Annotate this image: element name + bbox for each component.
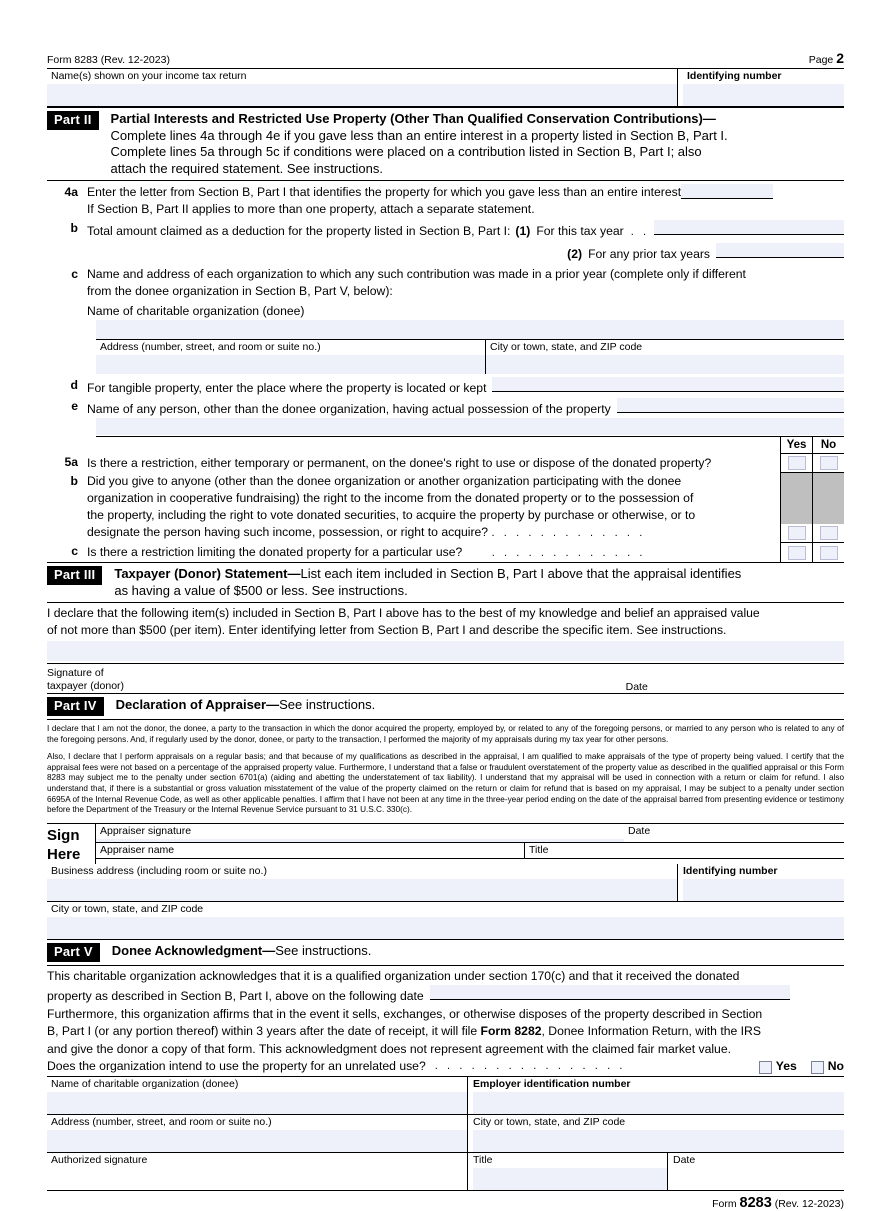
- part-3-declaration-line-1: I declare that the following item(s) included in Section B, Part I above has to the best of my knowledge and belief an appraised value: [47, 606, 760, 620]
- taxpayer-date-cell[interactable]: [414, 667, 844, 693]
- line-4a-text: Enter the letter from Section B, Part I that identifies the property for which you gave less than an entire interest: [87, 185, 682, 199]
- yes-no-header-row: [47, 437, 844, 454]
- line-4a: [47, 181, 844, 218]
- appraiser-date-cell[interactable]: [624, 824, 844, 842]
- taxpayer-date-caption: Date: [625, 681, 648, 693]
- donee-name-input[interactable]: [47, 1092, 467, 1114]
- appraiser-business-address-row: [47, 864, 844, 901]
- line-4b-text: Total amount claimed as a deduction for the property listed in Section B, Part I:: [87, 224, 511, 238]
- part-3-badge: Part III: [47, 566, 102, 585]
- line-4c-body: [87, 266, 844, 320]
- unrelated-use-question: Does the organization intend to use the property for an unrelated use?: [47, 1059, 426, 1074]
- checkbox-glyph: [788, 456, 806, 470]
- part-5-form-8282-reference: Form 8282: [480, 1024, 542, 1039]
- donee-address-caption: Address (number, street, and room or suite no.): [51, 1115, 272, 1128]
- line-4c-address-table: [96, 339, 844, 374]
- line-5b: [47, 473, 844, 543]
- part-5-header: [47, 939, 844, 962]
- checkbox-glyph: [820, 456, 838, 470]
- appraiser-title-cell[interactable]: [524, 843, 844, 858]
- unrelated-use-no-label: No: [827, 1059, 844, 1074]
- line-4d: [47, 374, 844, 397]
- appraiser-city-row: [47, 902, 844, 939]
- line-5b-yes-column: [780, 473, 812, 543]
- taxpayer-signature-caption-1: Signature of: [47, 667, 104, 679]
- line-5c-text: Is there a restriction limiting the donated property for a particular use?: [87, 545, 463, 559]
- line-4c-address-cell: [96, 340, 485, 374]
- business-address-caption: Business address (including room or suite no.): [51, 864, 267, 877]
- part-5-donation-date-input[interactable]: [430, 985, 790, 1000]
- appraiser-signature-columns: [95, 824, 844, 864]
- line-4c-text-2: from the donee organization in Section B, Part V, below):: [87, 284, 393, 298]
- part-2-header: [47, 107, 844, 177]
- line-4a-note: If Section B, Part II applies to more than one property, attach a separate statement.: [87, 202, 535, 216]
- name-input[interactable]: [47, 84, 677, 106]
- part-4-legal-text: [47, 720, 844, 816]
- line-4b-1-input[interactable]: [654, 220, 844, 235]
- part-5-title-rest: See instructions.: [275, 942, 372, 958]
- donee-name-caption: Name of charitable organization (donee): [51, 1077, 239, 1090]
- line-5b-leader-dots: . . . . . . . . . . . . .: [491, 527, 646, 539]
- appraiser-name-caption: Appraiser name: [100, 843, 175, 856]
- line-4c-name-input[interactable]: [96, 320, 844, 339]
- sign-here-label: [47, 824, 95, 864]
- appraiser-signature-cell[interactable]: [96, 824, 624, 842]
- line-5b-line-1: Did you give to anyone (other than the donee organization or another organization participating with the donee: [87, 474, 682, 488]
- page-footer: [47, 1191, 844, 1211]
- part-5-badge: Part V: [47, 943, 100, 962]
- line-5b-body: [87, 473, 780, 543]
- part-3-header: [47, 562, 844, 599]
- line-5a-no-checkbox[interactable]: [812, 454, 844, 473]
- part-5-ack-line-2: [47, 985, 844, 1006]
- part-3-title-bold: Taxpayer (Donor) Statement—: [114, 566, 301, 581]
- page-header: [47, 50, 844, 68]
- line-5c-yes-checkbox[interactable]: [780, 543, 812, 562]
- business-address-cell: [47, 864, 677, 901]
- business-address-input[interactable]: [47, 879, 677, 901]
- identifying-number-caption: Identifying number: [687, 70, 782, 82]
- part-4-paragraph-1: I declare that I am not the donor, the donee, a party to the transaction in which the donor acquired the property, employed by, or related to any of the foregoing persons, or married to any person who is related to any of the foregoing persons. And, if regularly used by the donor, donee, or party to the transaction, I performed the majority of my appraisals during my tax year for other persons.: [47, 724, 844, 744]
- footer-prefix: Form: [712, 1197, 740, 1210]
- line-5b-line-3: the property, including the right to vote donated securities, to acquire the property by purchase or otherwise, or to: [87, 508, 696, 522]
- line-5c-leader-dots: . . . . . . . . . . . . .: [491, 547, 646, 559]
- part-2-sub-1: Complete lines 4a through 4e if you gave less than an entire interest in a property listed in Section B, Part I.: [110, 127, 728, 143]
- part-3-title: [114, 566, 741, 599]
- lines-5-block: [47, 437, 844, 562]
- line-5a: [47, 454, 844, 473]
- name-cell: [47, 69, 677, 106]
- part-2-sub-2: Complete lines 5a through 5c if conditions were placed on a contribution listed in Section B, Part I; also: [110, 144, 702, 159]
- line-5c-body: [87, 543, 780, 562]
- checkbox-glyph: [788, 546, 806, 560]
- line-4b-1-dots: . .: [630, 226, 650, 238]
- line-4d-text: For tangible property, enter the place where the property is located or kept: [87, 381, 487, 395]
- appraiser-date-caption: Date: [628, 824, 651, 837]
- part-5-ack-line-4-post: , Donee Information Return, with the IRS: [541, 1024, 761, 1039]
- part-3-title-line-2: as having a value of $500 or less. See instructions.: [114, 582, 408, 598]
- line-4e-input-continuation[interactable]: [96, 418, 844, 435]
- line-4d-body: [87, 377, 844, 397]
- unrelated-use-yes-label: Yes: [775, 1059, 797, 1074]
- appraiser-title-caption: Title: [529, 843, 549, 856]
- line-4b-body: [87, 220, 844, 263]
- line-5b-line-2: organization in cooperative fundraising) the right to the income from the donated property or to the possession of: [87, 491, 694, 505]
- part-4-title: [116, 697, 376, 714]
- part-3-item-description-input[interactable]: [47, 641, 844, 661]
- unrelated-use-no-checkbox[interactable]: [811, 1061, 824, 1074]
- part-2-title-main: Partial Interests and Restricted Use Property (Other Than Qualified Conservation Contributions)—: [110, 111, 716, 126]
- donee-date-cell: [667, 1153, 844, 1190]
- appraiser-signature-row: [96, 824, 844, 843]
- line-4e-text: Name of any person, other than the donee organization, having actual possession of the property: [87, 402, 611, 416]
- part-5-ack-line-1: This charitable organization acknowledges that it is a qualified organization under section 170(c) and that it received the donated: [47, 968, 740, 983]
- line-4c-address-caption: Address (number, street, and room or suite no.): [100, 341, 321, 353]
- part-4-paragraph-2: Also, I declare that I perform appraisals on a regular basis; and that because of my qualifications as described in the appraisal, I am qualified to make appraisals of the type of property being valued. I certify that the appraisal fees were not based on a percentage of the appraised property value. Furthermore, I understand that a false or fraudulent overstatement of the property value as described in the qualified appraisal or this Form 8283 may subject me to the penalty under section 6701(a) (aiding and abetting the understatement of tax liability). I understand that my appraisal will be used in connection with a return or claim for refund. I also understand that, if there is a substantial or gross valuation misstatement of the value of the property claimed on the return or claim for refund that is based on my appraisal, I may be subject to a penalty under section 6695A of the Internal Revenue Code, as well as other applicable penalties. I affirm that I have not been at any time in the three-year period ending on the date of the appraisal barred from presenting evidence or testimony before the Department of the Treasury or the Internal Revenue Service pursuant to 31 U.S.C. 330(c).: [47, 752, 844, 815]
- identifying-number-input[interactable]: [683, 84, 844, 106]
- line-4c: [47, 263, 844, 320]
- donee-ein-caption: Employer identification number: [473, 1077, 631, 1090]
- donee-title-caption: Title: [473, 1153, 493, 1166]
- authorized-signature-caption: Authorized signature: [51, 1153, 148, 1166]
- appraiser-signature-caption: Appraiser signature: [100, 824, 192, 837]
- part-5-unrelated-use-row: [47, 1058, 844, 1076]
- donee-name-cell: [47, 1077, 467, 1114]
- line-5c: [47, 543, 844, 562]
- authorized-signature-input[interactable]: [47, 1168, 467, 1190]
- part-5-ack-line-5: and give the donor a copy of that form. This acknowledgment does not represent agreement with the claimed fair market value.: [47, 1041, 731, 1056]
- checkbox-glyph: [820, 526, 838, 540]
- line-4c-name-caption: Name of charitable organization (donee): [87, 304, 305, 318]
- donee-city-input[interactable]: [473, 1130, 844, 1152]
- line-4e: [47, 397, 844, 418]
- line-4a-input[interactable]: [681, 184, 773, 199]
- identifying-number-cell: [677, 69, 844, 106]
- part-2-sub-3: attach the required statement. See instructions.: [110, 160, 383, 176]
- line-5a-yes-checkbox[interactable]: [780, 454, 812, 473]
- donee-title-input[interactable]: [473, 1168, 667, 1190]
- taxpayer-signature-cell[interactable]: [47, 667, 414, 693]
- donee-signature-row: [47, 1152, 844, 1191]
- appraiser-city-input[interactable]: [47, 917, 844, 939]
- appraiser-identifying-number-input[interactable]: [683, 879, 844, 901]
- line-5b-number: b: [70, 474, 78, 488]
- sign-here-line-1: Sign: [47, 826, 80, 844]
- line-4a-number: 4a: [64, 185, 78, 199]
- line-4b-2-marker: (2): [567, 247, 583, 261]
- page-number-label: Page 2: [808, 50, 844, 66]
- line-4a-body: [87, 184, 844, 218]
- donee-ein-cell: [467, 1077, 844, 1114]
- unrelated-use-dots: . . . . . . . . . . . . . . . .: [434, 1060, 626, 1073]
- part-3-declaration-line-2: of not more than $500 (per item). Enter identifying letter from Section B, Part I and describe the specific item. See instructions.: [47, 623, 727, 637]
- line-5c-no-checkbox[interactable]: [812, 543, 844, 562]
- donee-address-input[interactable]: [47, 1130, 467, 1152]
- part-2-badge: Part II: [47, 111, 99, 130]
- part-5-ack-line-4-pre: B, Part I (or any portion thereof) within 3 years after the date of receipt, it will file: [47, 1024, 481, 1039]
- part-5-title: [112, 943, 372, 960]
- line-5c-number: c: [71, 544, 78, 558]
- part-5-ack-line-2-text: property as described in Section B, Part I, above on the following date: [47, 989, 424, 1004]
- unrelated-use-yes-checkbox[interactable]: [759, 1061, 772, 1074]
- appraiser-name-cell[interactable]: [96, 843, 524, 858]
- donee-date-caption: Date: [673, 1153, 696, 1166]
- line-5b-line-4: [87, 524, 780, 542]
- form-revision-label: Form 8283 (Rev. 12-2023): [47, 54, 170, 66]
- line-5b-yes-shaded: [781, 473, 812, 524]
- line-5a-number: 5a: [64, 455, 78, 469]
- part-5-ack-line-4: [47, 1023, 844, 1041]
- part-3-declaration: [47, 603, 844, 639]
- taxpayer-signature-caption-2: taxpayer (donor): [47, 680, 125, 692]
- donee-name-ein-row: [47, 1076, 844, 1114]
- yes-column-header: Yes: [780, 437, 812, 454]
- part-4-header: [47, 693, 844, 716]
- line-4e-number: e: [71, 399, 78, 413]
- line-4b-1-marker: (1): [515, 224, 531, 238]
- line-4b-2-text: For any prior tax years: [588, 247, 710, 261]
- line-4b-1-text: For this tax year: [536, 224, 624, 238]
- line-4b-2-input[interactable]: [716, 243, 844, 258]
- line-5b-no-shaded: [813, 473, 844, 524]
- part-3-signature-row: [47, 664, 844, 693]
- line-4c-city-input[interactable]: [486, 355, 844, 374]
- donee-city-caption: City or town, state, and ZIP code: [473, 1115, 626, 1128]
- checkbox-glyph: [820, 546, 838, 560]
- part-5-acknowledgment: [47, 966, 844, 1076]
- sign-here-line-2: Here: [47, 845, 81, 863]
- part-5-title-bold: Donee Acknowledgment—: [111, 942, 276, 958]
- line-4e-body: [87, 398, 844, 418]
- line-5a-text: Is there a restriction, either temporary or permanent, on the donee's right to use or dispose of the donated property?: [87, 456, 712, 470]
- appraiser-city-caption: City or town, state, and ZIP code: [51, 902, 204, 915]
- line-4d-number: d: [70, 378, 78, 392]
- appraiser-sign-here-block: [47, 823, 844, 864]
- no-column-header: No: [812, 437, 844, 454]
- line-4c-text-1: Name and address of each organization to which any such contribution was made in a prior year (complete only if different: [87, 267, 746, 281]
- donee-date-input[interactable]: [673, 1168, 844, 1190]
- line-4c-address-input[interactable]: [96, 355, 485, 374]
- line-5b-no-checkbox[interactable]: [813, 524, 844, 543]
- part-4-title-rest: See instructions.: [279, 697, 376, 712]
- line-4b: [47, 218, 844, 263]
- donee-title-cell: [467, 1153, 667, 1190]
- form-page: [47, 50, 844, 1211]
- line-4c-number: c: [71, 267, 78, 281]
- line-5b-line-4-text: designate the person having such income, possession, or right to acquire?: [87, 525, 489, 539]
- donee-city-cell: [467, 1115, 844, 1152]
- part-4-title-bold: Declaration of Appraiser—: [115, 697, 280, 712]
- part-4-badge: Part IV: [47, 697, 104, 716]
- donee-address-cell: [47, 1115, 467, 1152]
- donee-ein-input[interactable]: [473, 1092, 844, 1114]
- line-5b-yes-checkbox[interactable]: [781, 524, 812, 543]
- name-caption: Name(s) shown on your income tax return: [51, 70, 247, 82]
- authorized-signature-cell[interactable]: [47, 1153, 467, 1190]
- line-4e-input[interactable]: [617, 398, 844, 413]
- line-4d-input[interactable]: [492, 377, 844, 392]
- donee-address-city-row: [47, 1114, 844, 1152]
- appraiser-identifying-number-caption: Identifying number: [683, 864, 778, 877]
- part-3-title-rest: List each item included in Section B, Part I above that the appraisal identifies: [300, 566, 742, 581]
- appraiser-name-row: [96, 843, 844, 859]
- footer-revision: (Rev. 12-2023): [771, 1197, 844, 1210]
- footer-form-number: 8283: [739, 1194, 772, 1211]
- part-2-title: [111, 111, 728, 177]
- line-4b-number: b: [70, 221, 78, 235]
- appraiser-identifying-number-cell: [677, 864, 844, 901]
- part-5-ack-line-3: Furthermore, this organization affirms that in the event it sells, exchanges, or otherwise disposes of the property described in Section: [47, 1006, 763, 1021]
- line-4c-city-caption: City or town, state, and ZIP code: [490, 341, 643, 353]
- line-5b-no-column: [812, 473, 844, 543]
- taxpayer-identity-row: [47, 68, 844, 107]
- checkbox-glyph: [788, 526, 806, 540]
- line-4c-city-cell: [485, 340, 844, 374]
